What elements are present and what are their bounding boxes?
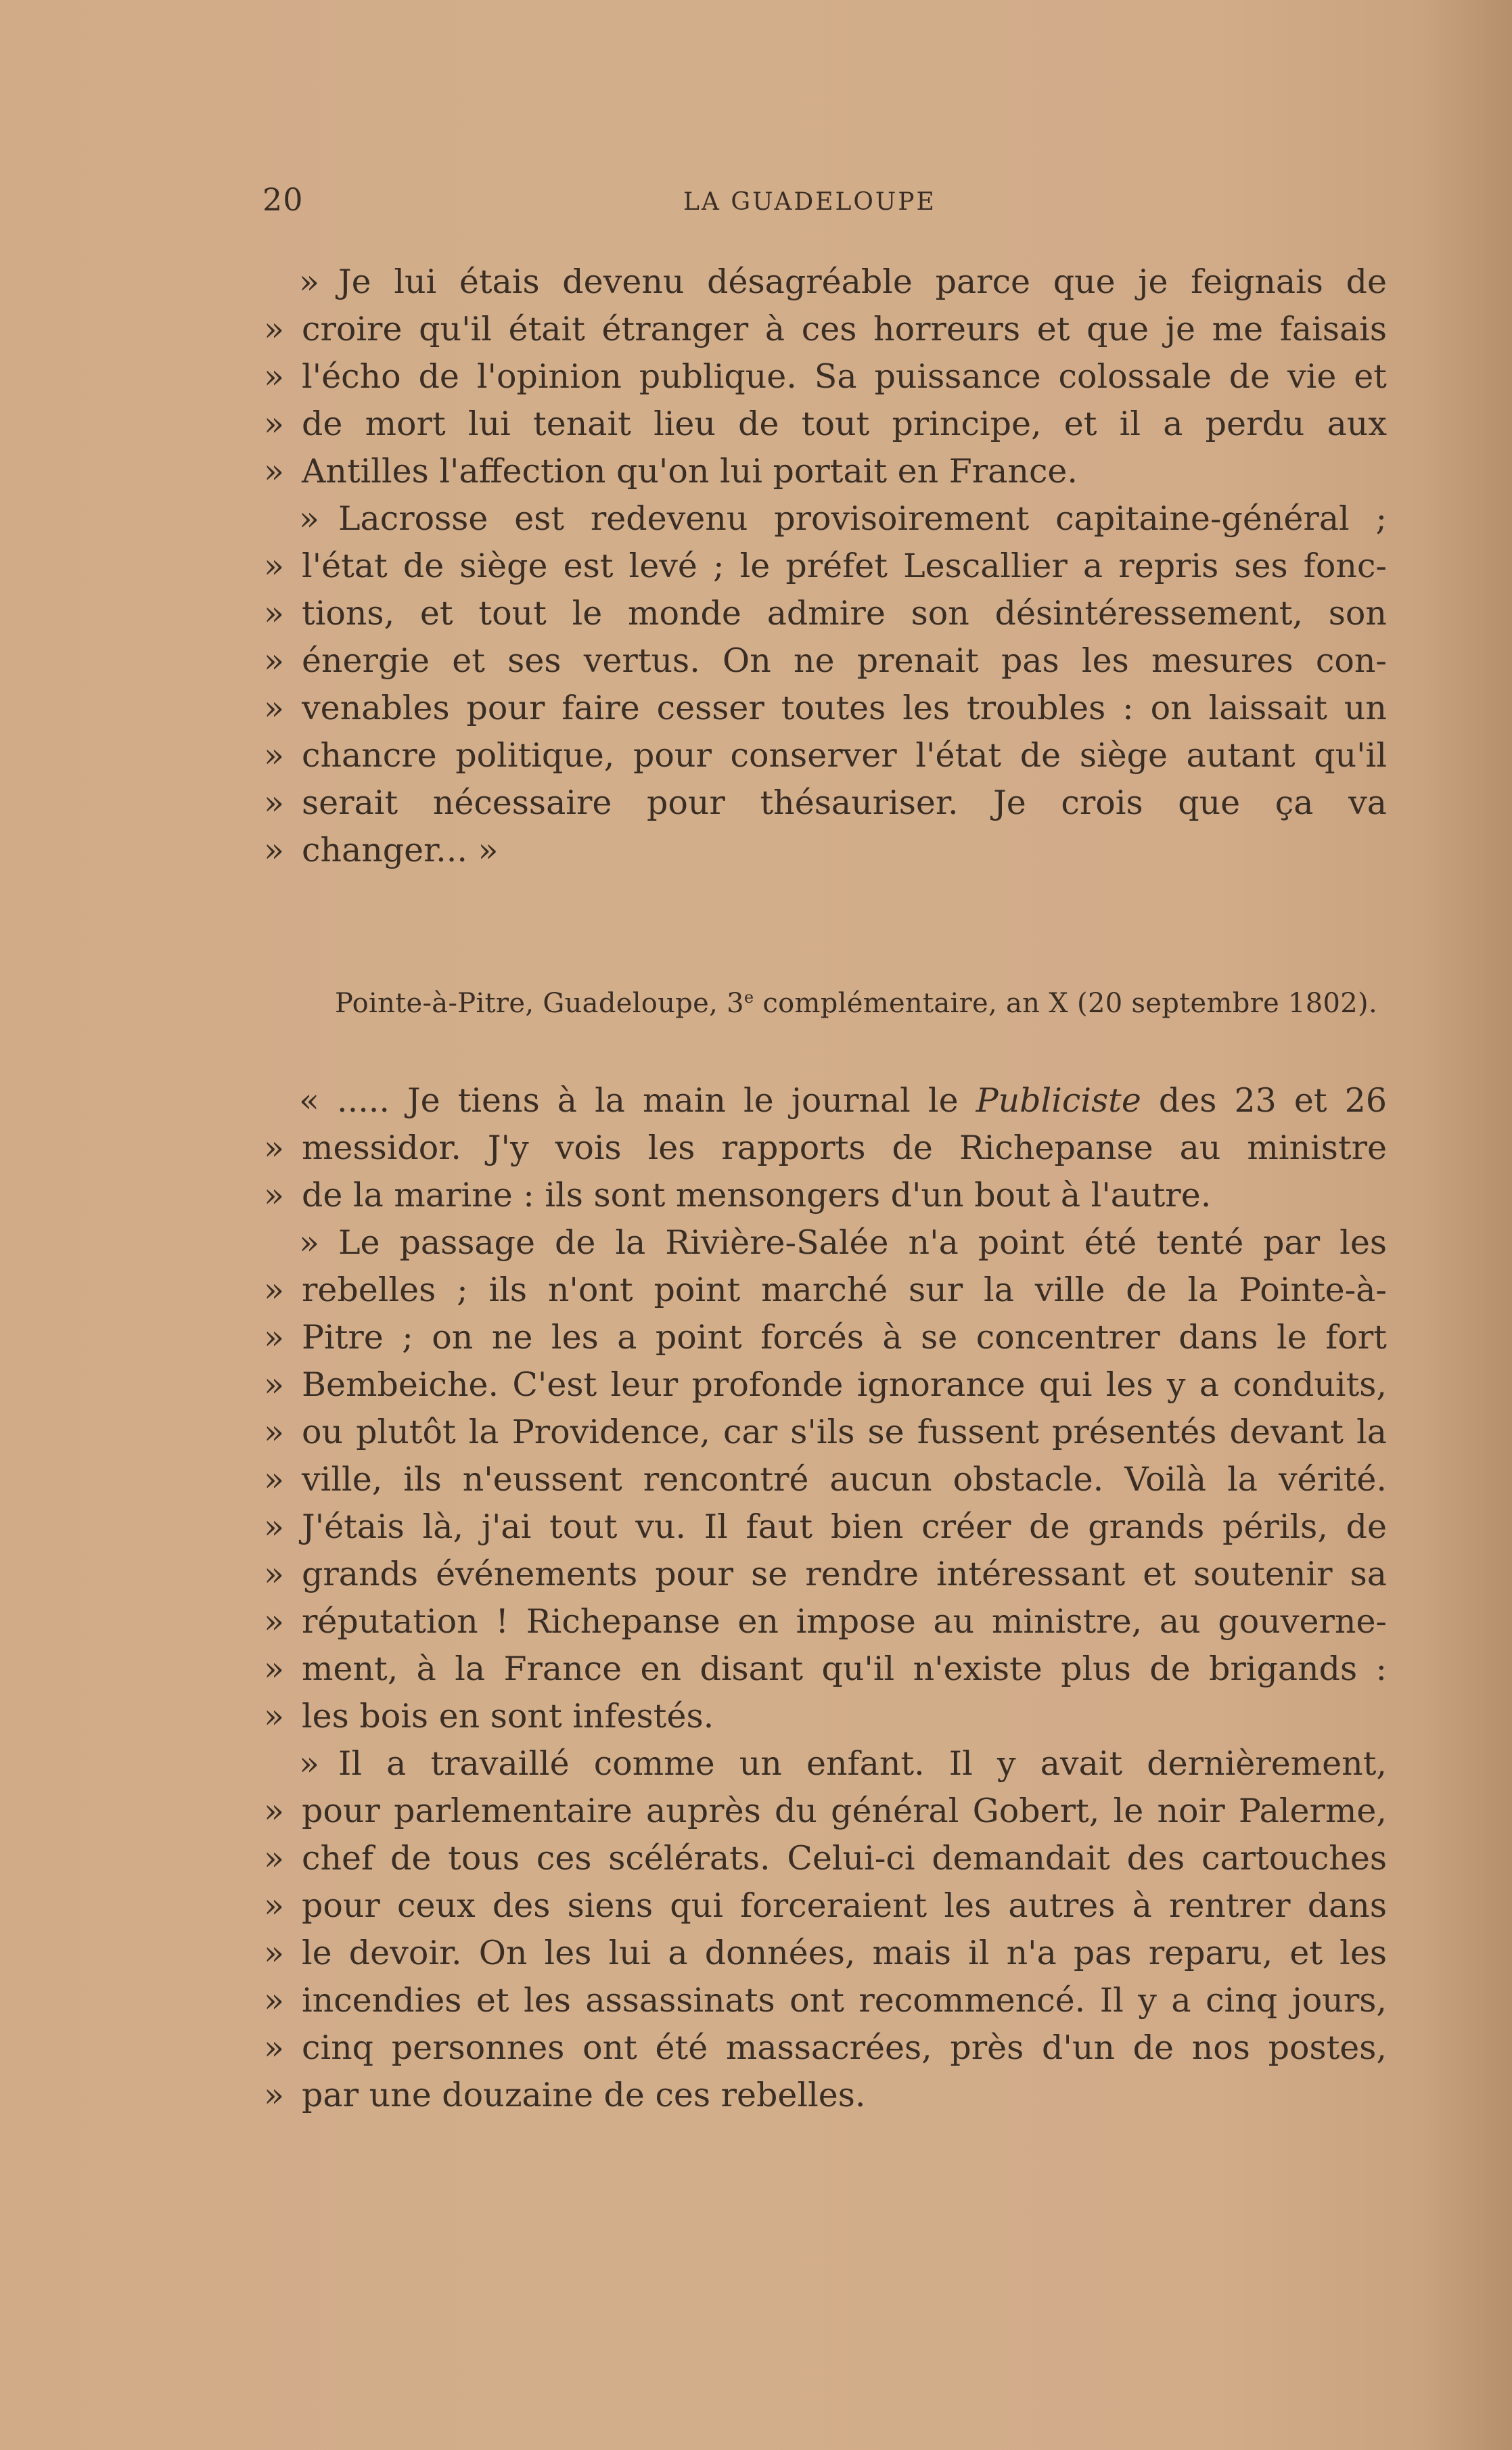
- guillemet-mark: »: [264, 736, 284, 775]
- text-line: [264, 1598, 1387, 1646]
- line-text: Le passage de la Rivière-Salée n'a point été tenté par les: [338, 1223, 1387, 1262]
- line-text: Bembeiche. C'est leur profonde ignorance qui les y a conduits,: [302, 1365, 1387, 1404]
- guillemet-mark: »: [264, 1129, 284, 1167]
- letter-one: [264, 258, 1387, 874]
- guillemet-mark: »: [264, 1981, 284, 2020]
- guillemet-mark: »: [264, 1318, 284, 1357]
- opening-text: Je tiens à la main le journal le: [407, 1081, 976, 1120]
- text-line: [264, 1646, 1387, 1693]
- line-text: rebelles ; ils n'ont point marché sur la ville de la Pointe-à-: [302, 1271, 1387, 1309]
- letter-dateline: [335, 988, 1377, 1019]
- opening-quote: « .....: [299, 1081, 390, 1120]
- line-text: Il a travaillé comme un enfant. Il y avait dernièrement,: [338, 1744, 1387, 1783]
- line-text: serait nécessaire pour thésauriser. Je crois que ça va: [302, 784, 1387, 822]
- text-line: [264, 1740, 1387, 1788]
- line-text: Pitre ; on ne les a point forcés à se concentrer dans le fort: [302, 1318, 1387, 1357]
- line-text: pour ceux des siens qui forceraient les autres à rentrer dans: [302, 1886, 1387, 1925]
- guillemet-mark: »: [264, 1697, 284, 1736]
- guillemet-mark: »: [264, 689, 284, 727]
- running-title: LA GUADELOUPE: [683, 188, 936, 216]
- text-line: [264, 2072, 1387, 2119]
- text-line: [264, 1172, 1387, 1219]
- line-text: de la marine : ils sont mensongers d'un bout à l'autre.: [302, 1176, 1212, 1215]
- text-line: [264, 258, 1387, 306]
- line-text: changer... »: [302, 831, 499, 869]
- guillemet-mark: »: [264, 1886, 284, 1925]
- text-line: [264, 685, 1387, 732]
- text-line: [264, 1219, 1387, 1267]
- text-line: [264, 448, 1387, 495]
- letter-two: [264, 1077, 1387, 2119]
- guillemet-mark: »: [264, 1934, 284, 1972]
- guillemet-mark: »: [264, 831, 284, 869]
- line-text: ou plutôt la Providence, car s'ils se fussent présentés devant la: [302, 1413, 1387, 1451]
- text-line-opening: [264, 1077, 1387, 1125]
- text-line: [264, 306, 1387, 353]
- guillemet-mark: »: [264, 405, 284, 443]
- line-text: l'état de siège est levé ; le préfet Lescallier a repris ses fonc-: [302, 547, 1387, 585]
- guillemet-mark: »: [264, 2076, 284, 2114]
- guillemet-mark: »: [264, 547, 284, 585]
- page-number: 20: [262, 181, 304, 218]
- text-line: [264, 1361, 1387, 1409]
- text-line: [264, 543, 1387, 590]
- guillemet-mark: »: [264, 641, 284, 680]
- text-line: [264, 401, 1387, 448]
- guillemet-mark: »: [264, 1839, 284, 1878]
- line-text: chancre politique, pour conserver l'état de siège autant qu'il: [302, 736, 1387, 775]
- text-line: [264, 732, 1387, 779]
- guillemet-mark: »: [264, 1271, 284, 1309]
- line-text: incendies et les assassinats ont recommencé. Il y a cinq jours,: [302, 1981, 1387, 2020]
- guillemet-mark: »: [264, 1555, 284, 1593]
- line-text: le devoir. On les lui a données, mais il n'a pas reparu, et les: [302, 1934, 1387, 1972]
- guillemet-mark: »: [299, 1744, 319, 1783]
- line-text: Lacrosse est redevenu provisoirement capitaine-général ;: [338, 499, 1387, 538]
- line-text: Antilles l'affection qu'on lui portait en France.: [302, 452, 1078, 491]
- line-text: de mort lui tenait lieu de tout principe, et il a perdu aux: [302, 405, 1387, 443]
- line-text: Je lui étais devenu désagréable parce que je feignais de: [338, 263, 1387, 301]
- guillemet-mark: »: [264, 1365, 284, 1404]
- guillemet-mark: »: [264, 1650, 284, 1688]
- line-text: venables pour faire cesser toutes les troubles : on laissait un: [302, 689, 1387, 727]
- line-text: grands événements pour se rendre intéressant et soutenir sa: [302, 1555, 1387, 1593]
- line-text: réputation ! Richepanse en impose au ministre, au gouverne-: [302, 1602, 1387, 1641]
- text-line: [264, 1788, 1387, 1835]
- page-header: [262, 181, 1385, 222]
- line-text: croire qu'il était étranger à ces horreurs et que je me faisais: [302, 310, 1387, 348]
- text-line: [264, 495, 1387, 543]
- guillemet-mark: »: [264, 1792, 284, 1830]
- text-line: [264, 1977, 1387, 2024]
- dateline-place: Pointe-à-Pitre, Guadeloupe, 3: [335, 988, 744, 1019]
- text-line: [264, 1267, 1387, 1314]
- guillemet-mark: »: [264, 452, 284, 491]
- line-text: cinq personnes ont été massacrées, près d'un de nos postes,: [302, 2028, 1387, 2067]
- guillemet-mark: »: [264, 1507, 284, 1546]
- line-text: les bois en sont infestés.: [302, 1697, 714, 1736]
- line-text: J'étais là, j'ai tout vu. Il faut bien créer de grands périls, de: [302, 1507, 1387, 1546]
- text-line: [264, 1693, 1387, 1740]
- text-line: [264, 827, 1387, 874]
- guillemet-mark: »: [264, 1602, 284, 1641]
- letter-two-body: [264, 1125, 1387, 2119]
- line-text: l'écho de l'opinion publique. Sa puissance colossale de vie et: [302, 357, 1387, 396]
- text-line: [264, 1409, 1387, 1456]
- text-line: [264, 1882, 1387, 1930]
- guillemet-mark: »: [264, 357, 284, 396]
- text-line: [264, 637, 1387, 685]
- line-text: [299, 1077, 1387, 1125]
- guillemet-mark: »: [264, 310, 284, 348]
- guillemet-mark: »: [264, 784, 284, 822]
- line-text: ville, ils n'eussent rencontré aucun obstacle. Voilà la vérité.: [302, 1460, 1387, 1499]
- opening-text-end: des 23 et 26: [1141, 1081, 1387, 1120]
- text-line: [264, 2024, 1387, 2072]
- text-line: [264, 1551, 1387, 1598]
- text-line: [264, 1314, 1387, 1361]
- dateline-date: complémentaire, an X (20 septembre 1802).: [754, 988, 1377, 1019]
- line-text: énergie et ses vertus. On ne prenait pas les mesures con-: [302, 641, 1387, 680]
- guillemet-mark: »: [299, 499, 319, 538]
- text-line: [264, 1125, 1387, 1172]
- guillemet-mark: »: [264, 1413, 284, 1451]
- journal-title: Publiciste: [976, 1081, 1141, 1120]
- text-line: [264, 1456, 1387, 1503]
- text-line: [264, 590, 1387, 637]
- line-text: pour parlementaire auprès du général Gobert, le noir Palerme,: [302, 1792, 1387, 1830]
- guillemet-mark: »: [264, 594, 284, 633]
- guillemet-mark: »: [264, 1460, 284, 1499]
- text-line: [264, 1930, 1387, 1977]
- guillemet-mark: »: [264, 1176, 284, 1215]
- line-text: chef de tous ces scélérats. Celui-ci demandait des cartouches: [302, 1839, 1387, 1878]
- text-line: [264, 1835, 1387, 1882]
- line-text: messidor. J'y vois les rapports de Richepanse au ministre: [302, 1129, 1387, 1167]
- guillemet-mark: »: [299, 1223, 319, 1262]
- text-line: [264, 779, 1387, 827]
- text-line: [264, 1503, 1387, 1551]
- line-text: tions, et tout le monde admire son désintéressement, son: [302, 594, 1387, 633]
- guillemet-mark: »: [264, 2028, 284, 2067]
- guillemet-mark: »: [299, 263, 319, 301]
- line-text: par une douzaine de ces rebelles.: [302, 2076, 866, 2114]
- dateline-ordinal: e: [743, 988, 754, 1007]
- line-text: ment, à la France en disant qu'il n'existe plus de brigands :: [302, 1650, 1387, 1688]
- text-line: [264, 353, 1387, 401]
